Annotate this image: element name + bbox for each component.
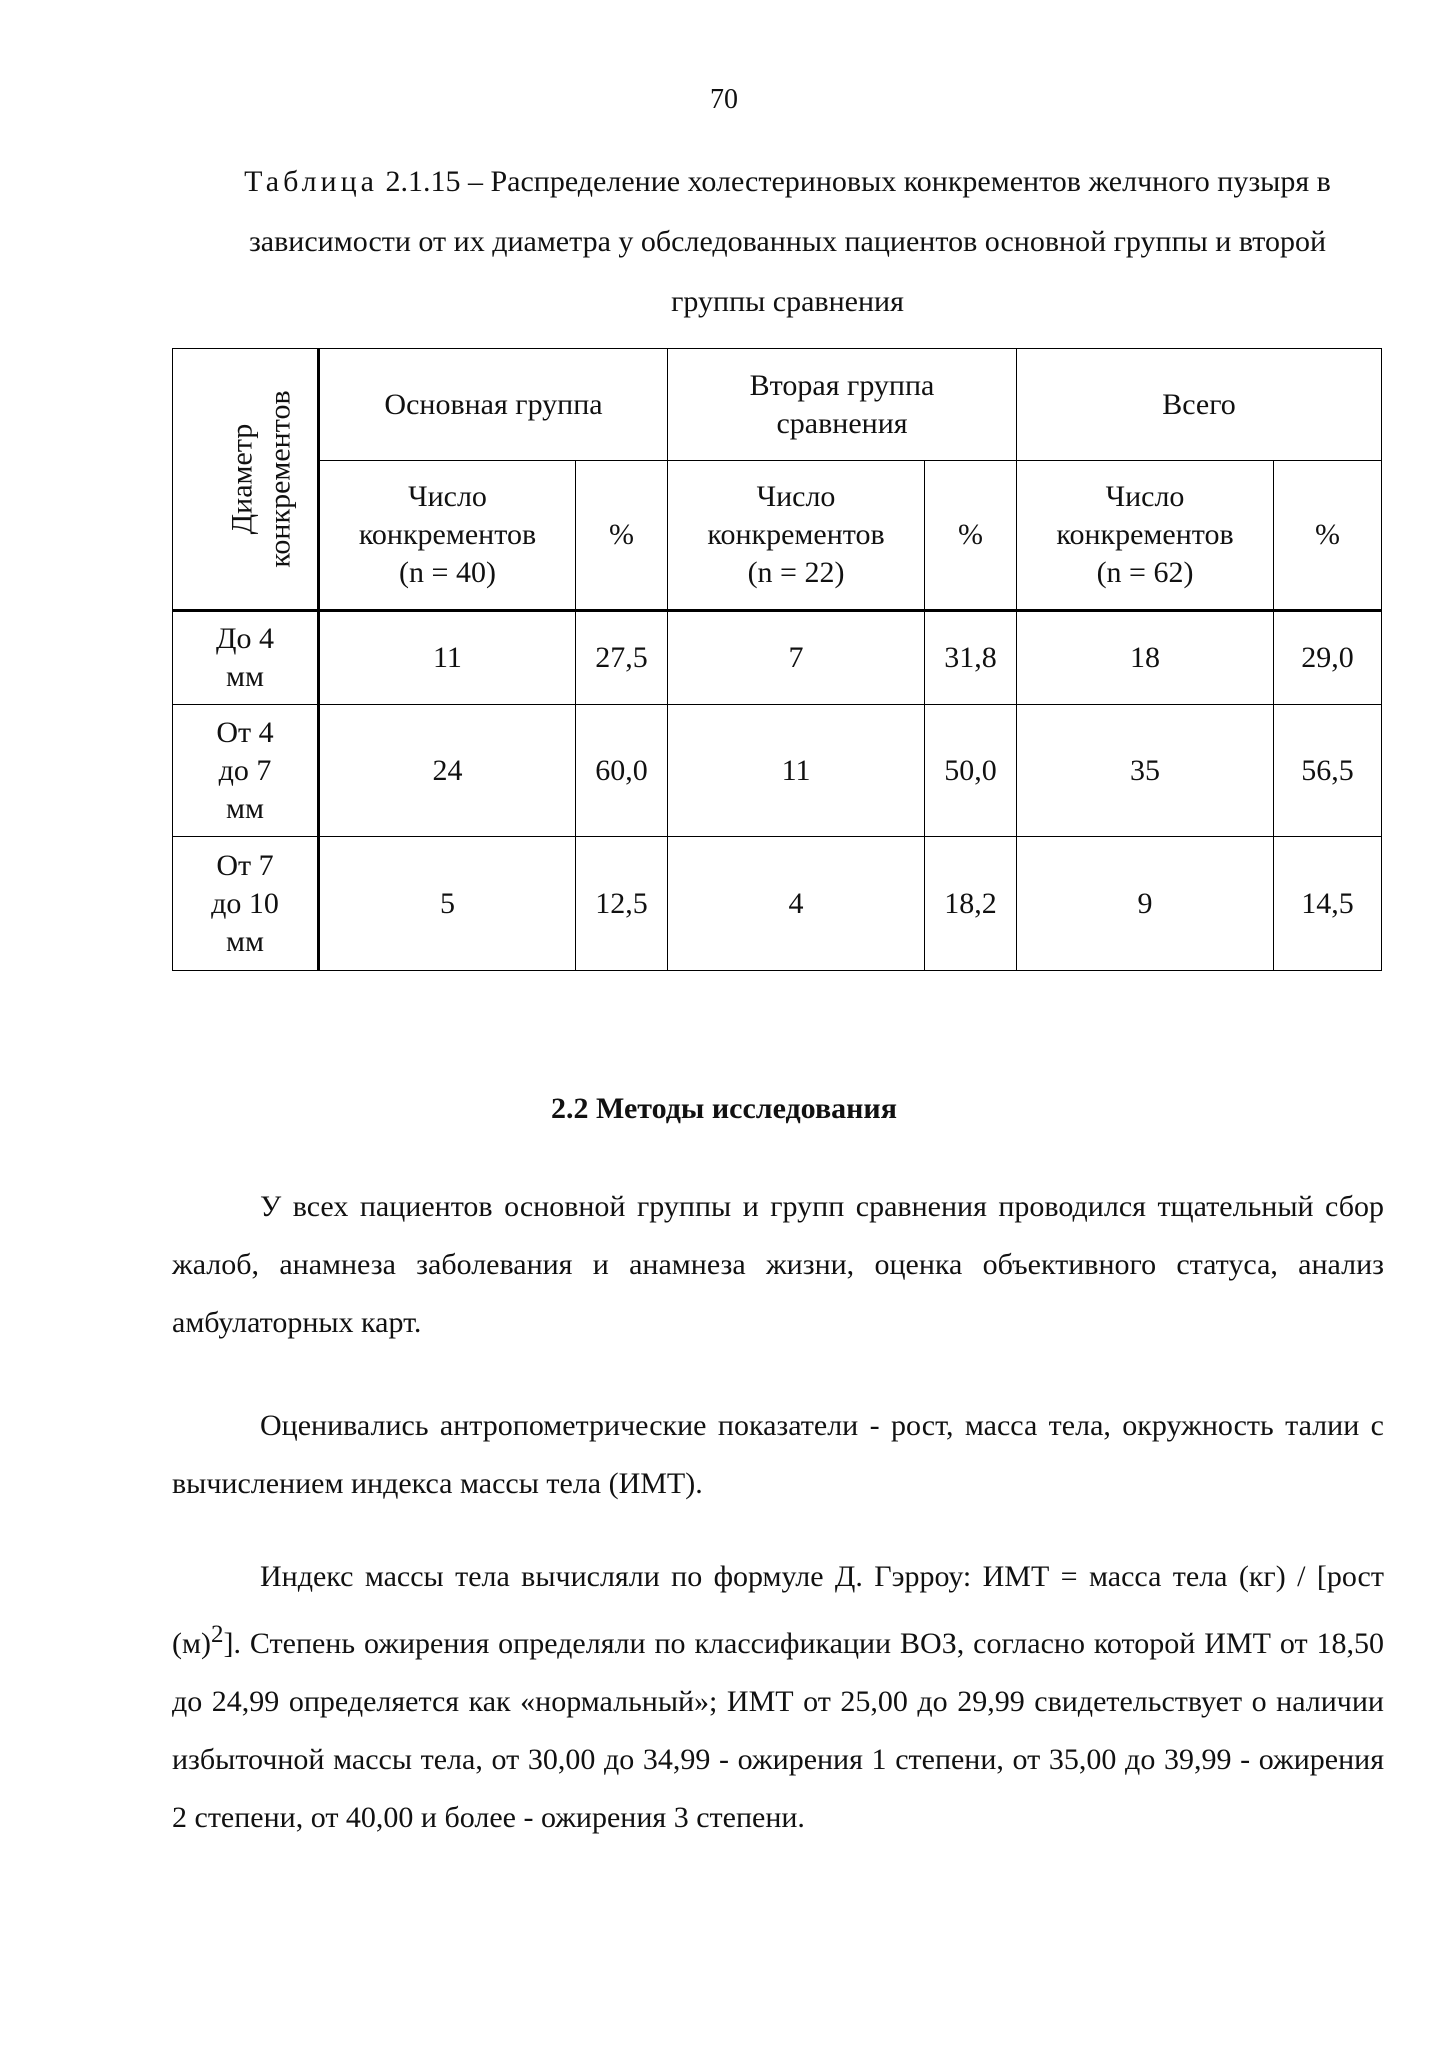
table-header-row-subcolumns [173, 461, 1382, 611]
table-cell: 11 [319, 611, 576, 705]
table-cell: 5 [319, 837, 576, 971]
percent-header-total: % [1274, 461, 1382, 611]
table-row [173, 611, 1382, 705]
table-cell: 4 [668, 837, 925, 971]
table-caption-number: 2.1.15 – [377, 165, 491, 198]
table-cell: 35 [1017, 705, 1274, 837]
table-cell: 29,0 [1274, 611, 1382, 705]
table-caption-label: Таблица [244, 165, 378, 198]
group-header-second: Вторая группа сравнения [668, 349, 1017, 461]
percent-header-second: % [925, 461, 1017, 611]
table-cell: 27,5 [576, 611, 668, 705]
section-title: 2.2 Методы исследования [551, 1092, 897, 1125]
percent-header-main: % [576, 461, 668, 611]
count-header-total: Число конкрементов (n = 62) [1017, 461, 1274, 611]
table-caption [200, 152, 1375, 332]
row-label: До 4 мм [173, 611, 319, 705]
table-cell: 18 [1017, 611, 1274, 705]
count-header-second: Число конкрементов (n = 22) [668, 461, 925, 611]
row-header-cell [173, 349, 319, 611]
row-header-text: Диаметр конкрементов [225, 390, 297, 568]
table-row [173, 837, 1382, 971]
group-header-total: Всего [1017, 349, 1382, 461]
table-cell: 18,2 [925, 837, 1017, 971]
table-cell: 11 [668, 705, 925, 837]
table-cell: 14,5 [1274, 837, 1382, 971]
table-row [173, 705, 1382, 837]
table-header-row-groups [173, 349, 1382, 461]
paragraph-complaints: У всех пациентов основной группы и групп сравнения проводился тщательный сбор жалоб, анамнеза заболевания и анамнеза жизни, оценка объективного статуса, анализ амбулаторных карт. [172, 1190, 1384, 1339]
table-cell: 60,0 [576, 705, 668, 837]
count-header-main: Число конкрементов (n = 40) [319, 461, 576, 611]
concrement-distribution-table [172, 348, 1382, 971]
table-cell: 7 [668, 611, 925, 705]
page-number: 70 [710, 84, 738, 115]
row-label: От 7 до 10 мм [173, 837, 319, 971]
paragraph-bmi: Индекс массы тела вычисляли по формуле Д. Гэрроу: ИМТ = масса тела (кг) / [рост $(м)^2$]. Степень ожирения определяли по классификации ВОЗ, согласно которой ИМТ от 18,50 до 24,99 определяется как «нормальный»; ИМТ от 25,00 до 29,99 свидетельствует о наличии избыточной массы тела, от 30,00 до 34,99 - ожирения 1 степени, от 35,00 до 39,99 - ожирения 2 степени, от 40,00 и более - ожирения 3 степени. [172, 1560, 1384, 1834]
table-cell: 12,5 [576, 837, 668, 971]
table-cell: 50,0 [925, 705, 1017, 837]
paragraph-anthropometry: Оценивались антропометрические показатели - рост, масса тела, окружность талии с вычислением индекса массы тела (ИМТ). [172, 1409, 1384, 1500]
table-cell: 9 [1017, 837, 1274, 971]
table-cell: 24 [319, 705, 576, 837]
table-cell: 31,8 [925, 611, 1017, 705]
group-header-main: Основная группа [319, 349, 668, 461]
row-label: От 4 до 7 мм [173, 705, 319, 837]
table-caption-text: Распределение холестериновых конкрементов желчного пузыря в зависимости от их диаметра у обследованных пациентов основной группы и второй группы сравнения [248, 165, 1331, 318]
superscript-two: 2 [210, 1621, 224, 1648]
table-cell: 56,5 [1274, 705, 1382, 837]
